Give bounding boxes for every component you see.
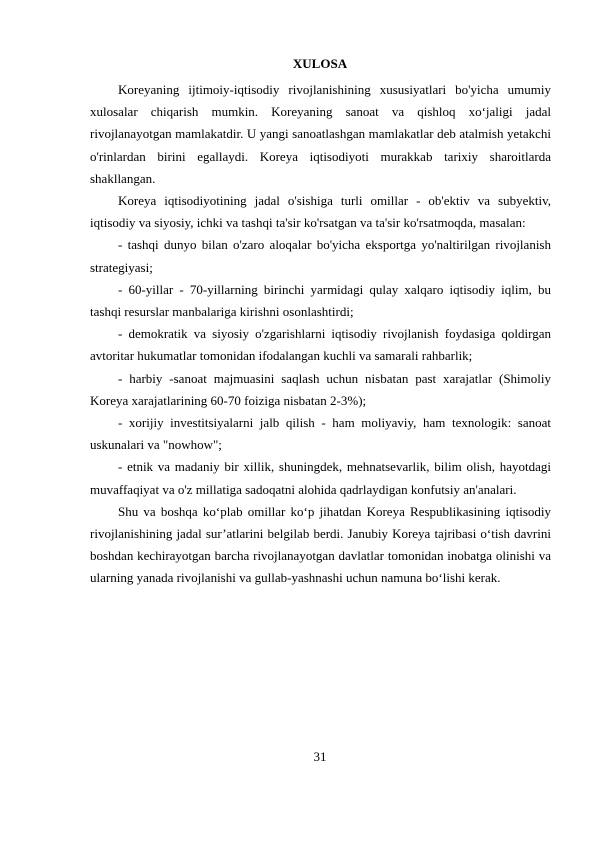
list-item-military-costs: - harbiy -sanoat majmuasini saqlash uchun nisbatan past xarajatlar (Shimoliy Koreya xarajatlarining 60-70 foiziga nisbatan 2-3%); — [90, 370, 551, 408]
list-item-foreign-investment: - xorijiy investitsiyalarni jalb qilish - ham moliyaviy, ham texnologik: sanoat uskunalari va "nowhow"; — [90, 415, 551, 453]
list-item-leadership: - demokratik va siyosiy o'zgarishlarni iqtisodiy rivojlanish foydasiga qoldirgan avtoritar hukumatlar tomonidan ifodalangan kuchli va samarali rahbarlik; — [90, 326, 551, 364]
paragraph-factors: Koreya iqtisodiyotining jadal o'sishiga turli omillar - ob'ektiv va subyektiv, iqtisodiy va siyosiy, ichki va tashqi ta'sir ko'rsatgan va ta'sir ko'rsatmoqda, masalan: — [90, 193, 551, 231]
document-title: XULOSA — [292, 56, 348, 71]
paragraph-conclusion: Shu va boshqa ko‘plab omillar ko‘p jihatdan Koreya Respublikasining iqtisodiy rivojlanishining jadal sur’atlarini belgilab berdi. Janubiy Koreya tajribasi o‘tish davrini boshdan kechirayotgan barcha rivojlanayotgan davlatlar tomonidan inobatga olinishi va ularning yanada rivojlanishi va gullab-yashnashi uchun namuna bo‘lishi kerak. — [90, 503, 551, 586]
list-item-cultural-traditions: - etnik va madaniy bir xillik, shuningdek, mehnatsevarlik, bilim olish, hayotdagi muvaffaqiyat va o'z millatiga sadoqatni alohida qadrlaydigan konfutsiy an'analari. — [90, 459, 551, 497]
page-number: 31 — [313, 749, 327, 764]
list-item-economic-climate: - 60-yillar - 70-yillarning birinchi yarmidagi qulay xalqaro iqtisodiy iqlim, bu tashqi resurslar manbalariga kirishni osonlashtirdi; — [90, 281, 551, 320]
document-body — [90, 79, 551, 590]
paragraph-intro: Koreyaning ijtimoiy-iqtisodiy rivojlanishining xususiyatlari bo'yicha umumiy xulosalar chiqarish mumkin. Koreyaning sanoat va qishloq xo‘jaligi jadal rivojlanayotgan mamlakatdir. U yangi sanoatlashgan mamlakatlar deb atalmish yetakchi o'rinlardan birini egallaydi. Koreya iqtisodiyoti murakkab tarixiy sharoitlarda shakllangan. — [90, 82, 551, 186]
list-item-export-strategy: - tashqi dunyo bilan o'zaro aloqalar bo'yicha eksportga yo'naltirilgan rivojlanish strategiyasi; — [90, 237, 551, 275]
